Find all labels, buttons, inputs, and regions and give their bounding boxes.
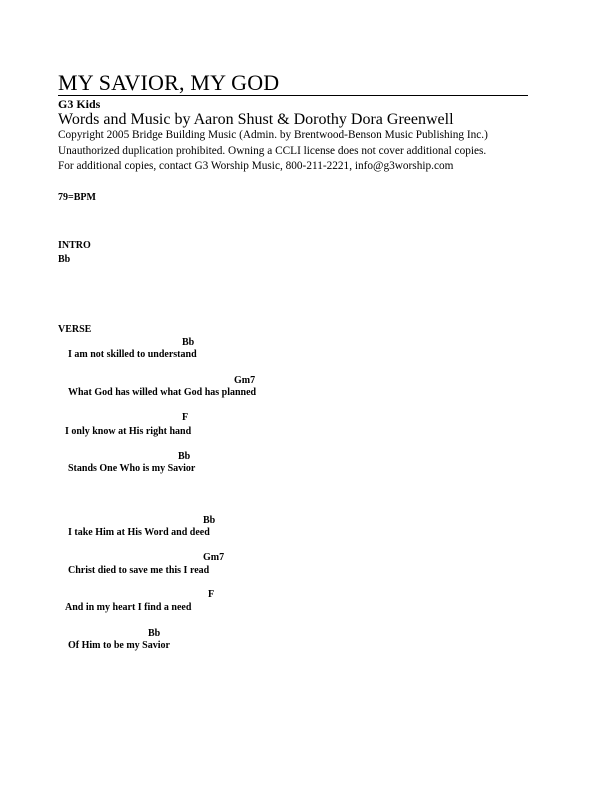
chord: Gm7: [234, 375, 256, 386]
chord: Bb: [148, 628, 161, 639]
song-credit: Words and Music by Aaron Shust & Dorothy Dora Greenwell: [58, 111, 454, 128]
chord: Bb: [178, 451, 191, 462]
copyright-line: Copyright 2005 Bridge Building Music (Admin. by Brentwood-Benson Music Publishing Inc.): [58, 129, 488, 141]
chord: Bb: [182, 337, 195, 348]
chord: Gm7: [203, 552, 225, 563]
copyright-line: For additional copies, contact G3 Worship Music, 800-211-2221, info@g3worship.com: [58, 160, 454, 172]
lyric-line: What God has willed what God has planned: [68, 387, 257, 398]
bpm-label: 79=BPM: [58, 192, 96, 203]
verse-label: VERSE: [58, 324, 92, 335]
intro-label: INTRO: [58, 240, 91, 251]
copyright-line: Unauthorized duplication prohibited. Owning a CCLI license does not cover additional copies.: [58, 145, 487, 157]
lyric-line: I take Him at His Word and deed: [68, 527, 210, 538]
song-subtitle: G3 Kids: [58, 97, 101, 111]
intro-chord: Bb: [58, 254, 71, 265]
lyric-line: I only know at His right hand: [65, 426, 192, 437]
chord: F: [182, 412, 189, 423]
song-title: MY SAVIOR, MY GOD: [58, 70, 280, 95]
chord: F: [208, 589, 215, 600]
title-divider: [58, 95, 528, 96]
lyric-line: Christ died to save me this I read: [68, 565, 210, 576]
lyric-line: Stands One Who is my Savior: [68, 463, 196, 474]
chord: Bb: [203, 515, 216, 526]
lyric-line: And in my heart I find a need: [65, 602, 192, 613]
lyric-line: I am not skilled to understand: [68, 349, 197, 360]
lyric-line: Of Him to be my Savior: [68, 640, 170, 651]
